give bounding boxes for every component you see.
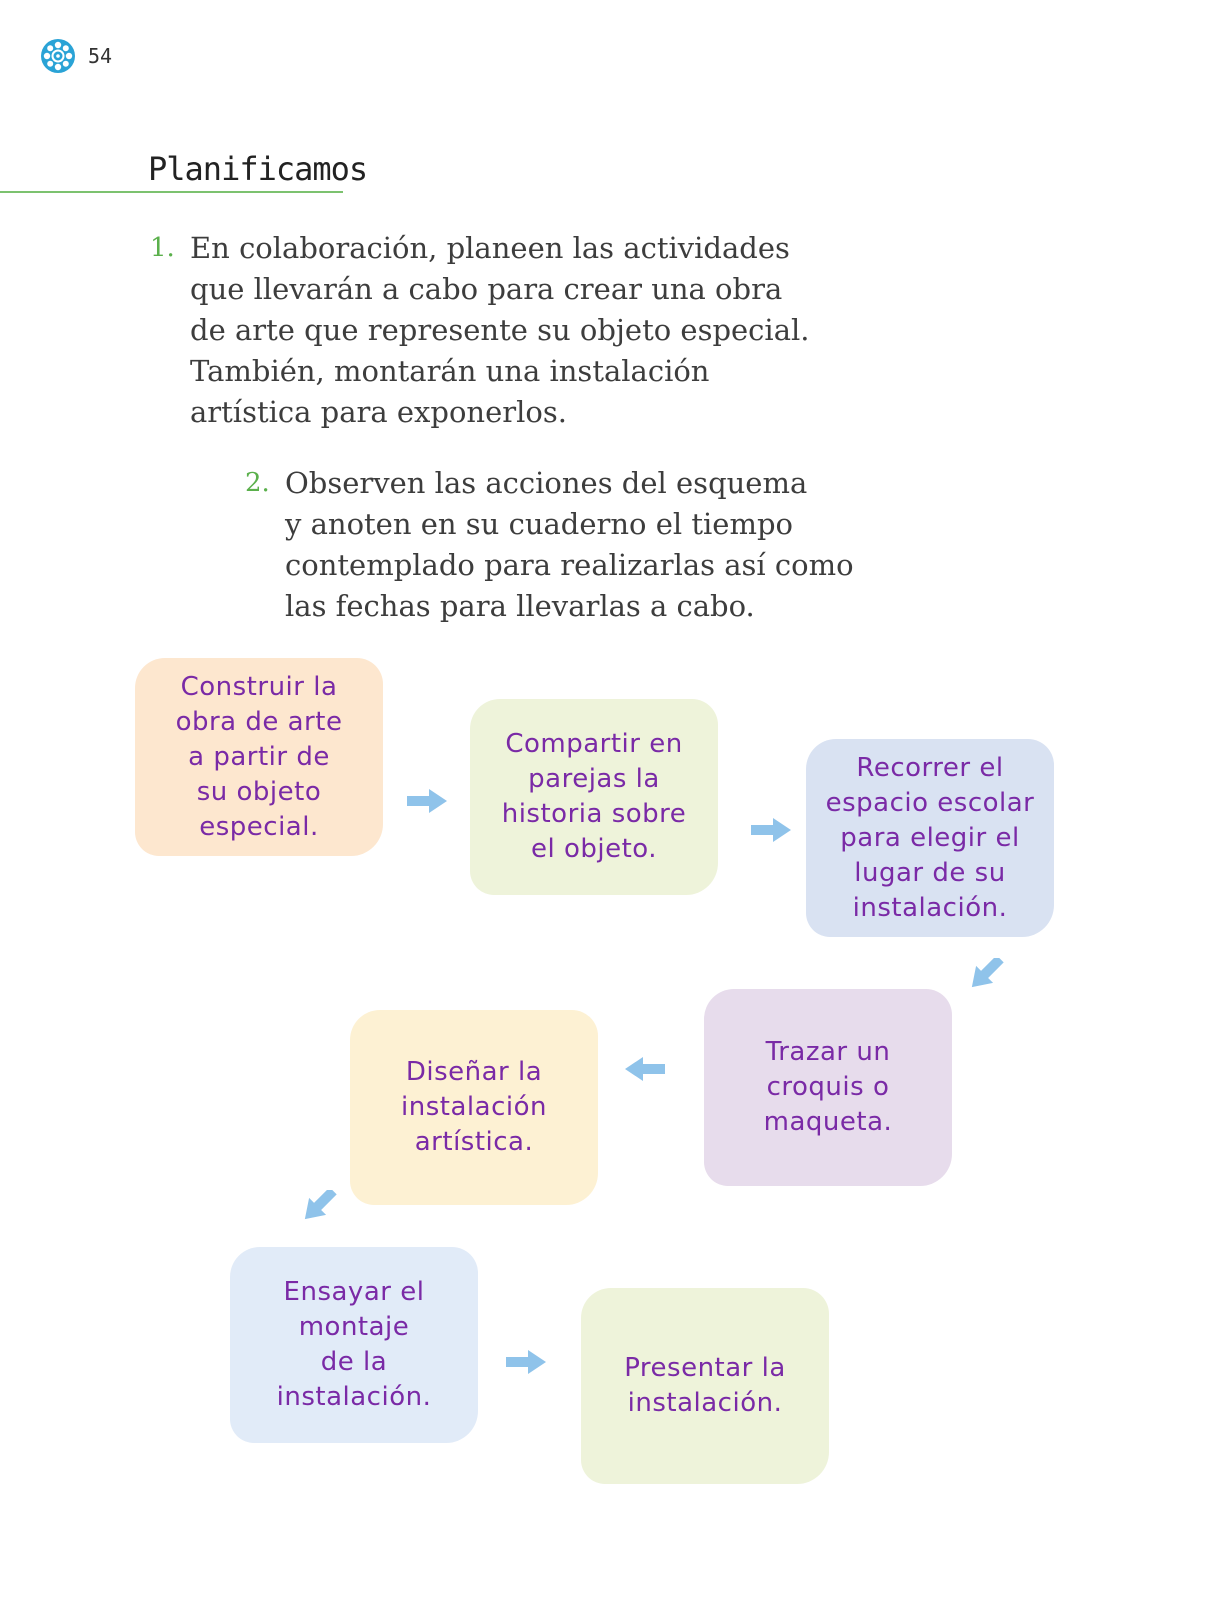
arrow-down-left-icon <box>297 1190 341 1220</box>
step-design-installation: Diseñar la instalación artística. <box>350 1010 598 1205</box>
step-present-installation: Presentar la instalación. <box>581 1288 829 1484</box>
page-header <box>40 38 112 74</box>
step-build-artwork: Construir la obra de arte a partir de su objeto especial. <box>135 658 383 856</box>
instruction-1 <box>150 228 910 433</box>
section-title: Planificamos <box>148 150 368 188</box>
instruction-number: 1. <box>150 233 175 263</box>
step-tour-school: Recorrer el espacio escolar para elegir el lugar de su instalación. <box>806 739 1054 937</box>
instruction-2 <box>245 463 985 627</box>
step-rehearse-setup: Ensayar el montaje de la instalación. <box>230 1247 478 1443</box>
instruction-number: 2. <box>245 468 270 498</box>
instruction-text: En colaboración, planeen las actividades que llevarán a cabo para crear una obra de arte que represente su objeto especial. También, montarán una instalación artística para exponerlos. <box>190 231 810 429</box>
arrow-down-left-icon <box>964 958 1008 988</box>
arrow-right-icon <box>749 815 793 845</box>
section-divider <box>0 191 343 193</box>
instruction-text: Observen las acciones del esquema y anoten en su cuaderno el tiempo contemplado para realizarlas así como las fechas para llevarlas a cabo. <box>285 466 854 623</box>
arrow-left-icon <box>623 1054 667 1084</box>
arrow-right-icon <box>405 786 449 816</box>
page-number: 54 <box>88 44 113 68</box>
step-draw-sketch: Trazar un croquis o maqueta. <box>704 989 952 1186</box>
flower-emblem-icon <box>40 38 76 74</box>
arrow-right-icon <box>504 1347 548 1377</box>
step-share-story: Compartir en parejas la historia sobre el objeto. <box>470 699 718 895</box>
